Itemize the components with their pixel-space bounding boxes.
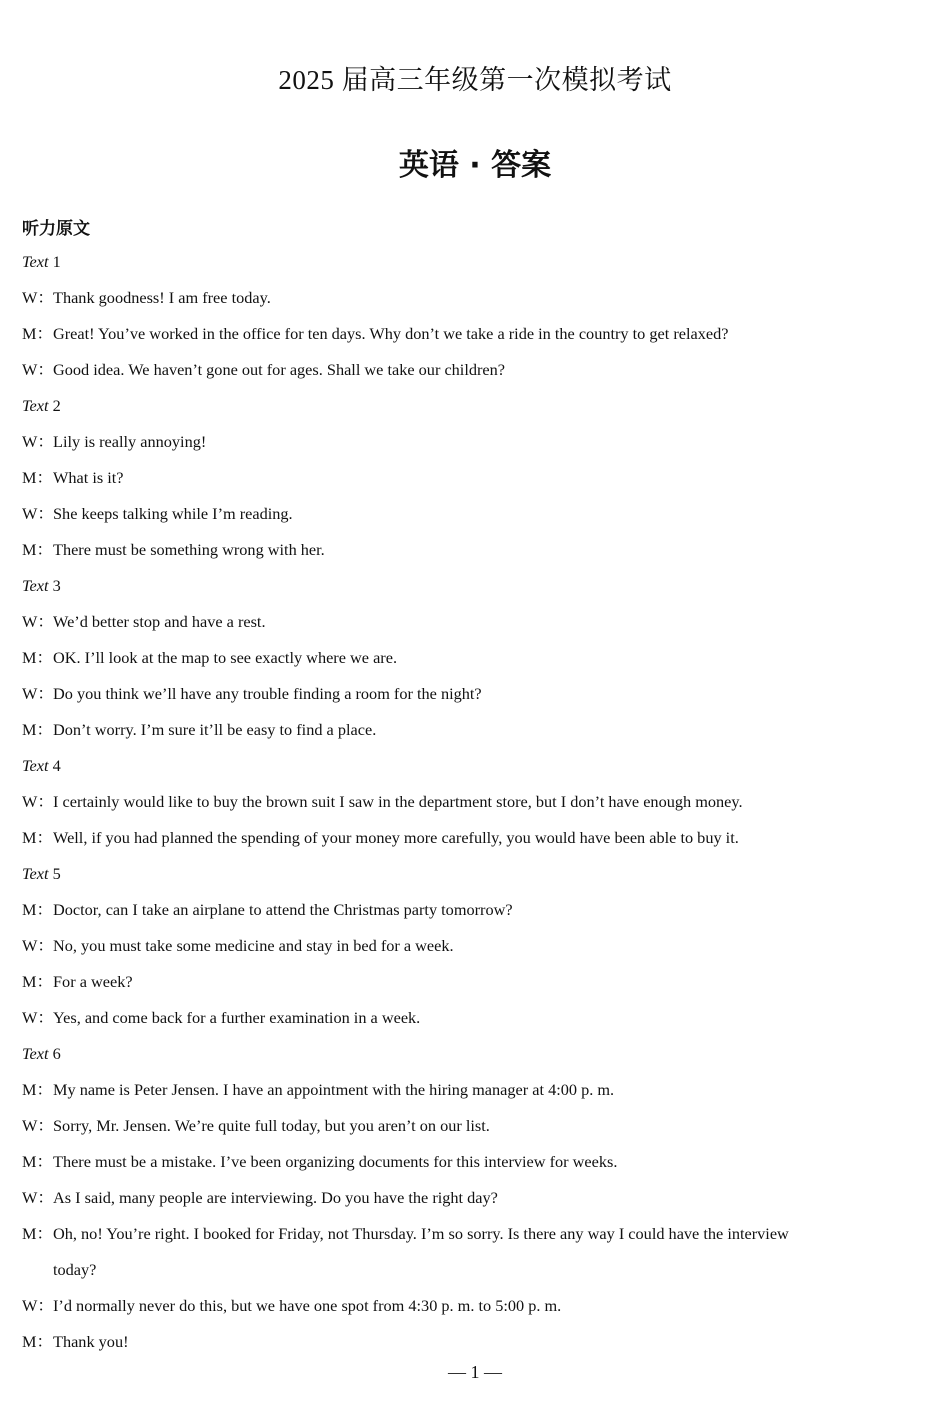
speaker-label: M： <box>22 468 53 487</box>
speaker-label: M： <box>22 1152 53 1171</box>
dialogue-line <box>22 640 937 676</box>
dialogue-text: My name is Peter Jensen. I have an appointment with the hiring manager at 4:00 p. m. <box>53 1080 615 1099</box>
dialogue-line <box>22 676 937 712</box>
speaker-label: W： <box>22 792 54 811</box>
text-heading-number: 1 <box>52 252 61 271</box>
dialogue-line <box>22 424 937 460</box>
dialogue-text: Good idea. We haven’t gone out for ages. Shall we take our children? <box>53 360 506 379</box>
dialogue-text: There must be a mistake. I’ve been organizing documents for this interview for weeks. <box>53 1152 618 1171</box>
dialogue-line <box>22 1108 937 1144</box>
dialogue-line <box>22 892 937 928</box>
dialogue-text: We’d better stop and have a rest. <box>53 612 266 631</box>
text-heading <box>22 1036 937 1072</box>
dialogue-text: Oh, no! You’re right. I booked for Friday, not Thursday. I’m so sorry. Is there any way I could have the interview <box>53 1224 789 1243</box>
dialogue-line <box>22 352 937 388</box>
dialogue-line <box>22 1216 937 1252</box>
speaker-label: W： <box>22 504 54 523</box>
dialogue-text: Lily is really annoying! <box>53 432 207 451</box>
text-heading <box>22 244 937 280</box>
speaker-label: M： <box>22 720 53 739</box>
text-heading <box>22 748 937 784</box>
text-heading-number: 6 <box>52 1044 61 1063</box>
speaker-label: M： <box>22 972 53 991</box>
text-heading-number: 2 <box>52 396 61 415</box>
dialogue-text: She keeps talking while I’m reading. <box>53 504 293 523</box>
speaker-label: W： <box>22 432 54 451</box>
dialogue-line <box>22 496 937 532</box>
dialogue-line <box>22 928 937 964</box>
text-heading-number: 3 <box>52 576 61 595</box>
transcript-body <box>22 244 937 1360</box>
speaker-label: M： <box>22 648 53 667</box>
dialogue-text: For a week? <box>53 972 133 991</box>
text-heading-label: Text <box>22 252 49 271</box>
text-heading <box>22 568 937 604</box>
dialogue-text: Thank goodness! I am free today. <box>53 288 271 307</box>
speaker-label: M： <box>22 900 53 919</box>
speaker-label: M： <box>22 324 53 343</box>
speaker-label: W： <box>22 1116 54 1135</box>
dialogue-text: There must be something wrong with her. <box>53 540 325 559</box>
dialogue-text: Great! You’ve worked in the office for ten days. Why don’t we take a ride in the country to get relaxed? <box>53 324 729 343</box>
speaker-label: M： <box>22 540 53 559</box>
dialogue-line <box>22 1288 937 1324</box>
speaker-label: M： <box>22 1224 53 1243</box>
speaker-label: W： <box>22 684 54 703</box>
dialogue-line <box>22 316 937 352</box>
dialogue-text: What is it? <box>53 468 124 487</box>
speaker-label: W： <box>22 936 54 955</box>
dialogue-continuation <box>22 1252 937 1288</box>
dialogue-text: Doctor, can I take an airplane to attend the Christmas party tomorrow? <box>53 900 513 919</box>
speaker-label: M： <box>22 1332 53 1351</box>
dialogue-text: Don’t worry. I’m sure it’ll be easy to find a place. <box>53 720 377 739</box>
dialogue-line <box>22 604 937 640</box>
text-heading-label: Text <box>22 1044 49 1063</box>
dialogue-line <box>22 1072 937 1108</box>
dialogue-line <box>22 712 937 748</box>
dialogue-text: No, you must take some medicine and stay in bed for a week. <box>53 936 454 955</box>
speaker-label: M： <box>22 1080 53 1099</box>
dialogue-text: Well, if you had planned the spending of your money more carefully, you would have been able to buy it. <box>53 828 739 847</box>
dialogue-text: today? <box>53 1260 97 1279</box>
dialogue-text: Yes, and come back for a further examination in a week. <box>53 1008 421 1027</box>
text-heading <box>22 388 937 424</box>
dialogue-line <box>22 1180 937 1216</box>
section-heading: 听力原文 <box>22 219 90 239</box>
text-heading-label: Text <box>22 396 49 415</box>
dialogue-line <box>22 280 937 316</box>
speaker-label: W： <box>22 1008 54 1027</box>
dialogue-line <box>22 964 937 1000</box>
text-heading <box>22 856 937 892</box>
dialogue-line <box>22 1144 937 1180</box>
page-number: — 1 — <box>448 1362 502 1382</box>
dialogue-text: Do you think we’ll have any trouble finding a room for the night? <box>53 684 482 703</box>
dialogue-line <box>22 784 937 820</box>
text-heading-label: Text <box>22 576 49 595</box>
dialogue-line <box>22 532 937 568</box>
dialogue-text: I’d normally never do this, but we have one spot from 4:30 p. m. to 5:00 p. m. <box>53 1296 562 1315</box>
text-heading-number: 5 <box>52 864 61 883</box>
dialogue-text: I certainly would like to buy the brown suit I saw in the department store, but I don’t have enough money. <box>53 792 743 811</box>
speaker-label: M： <box>22 828 53 847</box>
text-heading-label: Text <box>22 756 49 775</box>
dialogue-line <box>22 820 937 856</box>
speaker-label: W： <box>22 1296 54 1315</box>
text-heading-label: Text <box>22 864 49 883</box>
dialogue-line <box>22 1324 937 1360</box>
dialogue-text: As I said, many people are interviewing. Do you have the right day? <box>53 1188 498 1207</box>
text-heading-number: 4 <box>52 756 61 775</box>
dialogue-line <box>22 1000 937 1036</box>
dialogue-line <box>22 460 937 496</box>
speaker-label: W： <box>22 1188 54 1207</box>
speaker-label: W： <box>22 612 54 631</box>
speaker-label: W： <box>22 360 54 379</box>
dialogue-text: Sorry, Mr. Jensen. We’re quite full today, but you aren’t on our list. <box>53 1116 490 1135</box>
page-title: 2025 届高三年级第一次模拟考试 <box>278 65 672 95</box>
page-subtitle: 英语 · 答案 <box>398 148 552 183</box>
dialogue-text: Thank you! <box>53 1332 129 1351</box>
speaker-label: W： <box>22 288 54 307</box>
dialogue-text: OK. I’ll look at the map to see exactly where we are. <box>53 648 398 667</box>
